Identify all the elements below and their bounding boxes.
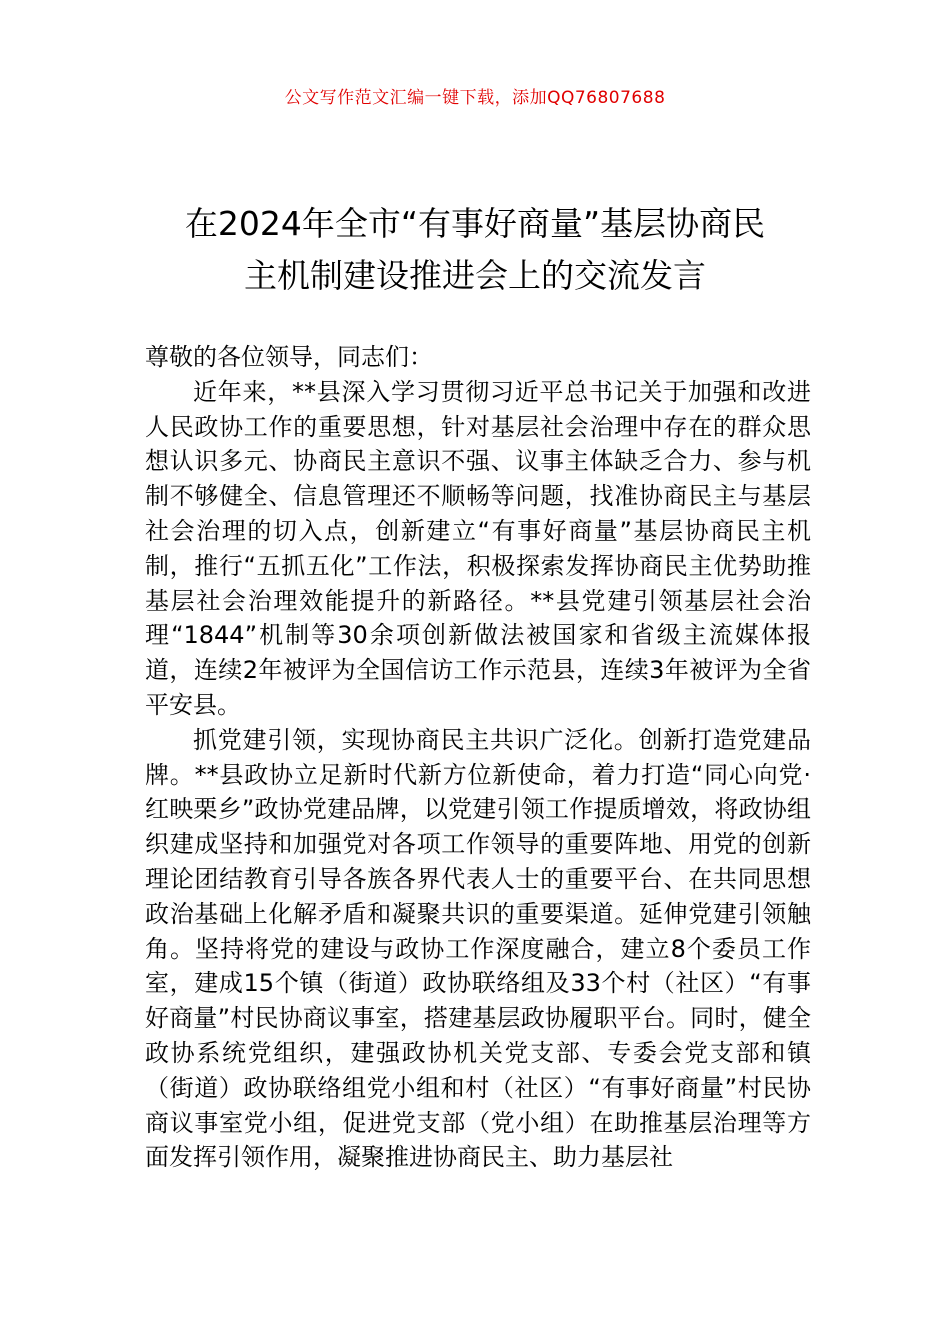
document-title <box>130 198 820 302</box>
download-banner: 公文写作范文汇编一键下载，添加QQ76807688 <box>284 88 666 108</box>
title-line-2: 主机制建设推进会上的交流发言 <box>244 256 706 296</box>
paragraph-2: 抓党建引领，实现协商民主共识广泛化。创新打造党建品牌。**县政协立足新时代新方位新使命，着力打造“同心向党·红映栗乡”政协党建品牌，以党建引领工作提质增效，将政协组织建成坚持和加强党对各项工作领导的重要阵地、用党的创新理论团结教育引导各族各界代表人士的重要平台、在共同思想政治基础上化解矛盾和凝聚共识的重要渠道。延伸党建引领触角。坚持将党的建设与政协工作深度融合，建立8个委员工作室，建成15个镇（街道）政协联络组及33个村（社区）“有事好商量”村民协商议事室，搭建基层政协履职平台。同时，健全政协系统党组织，建强政协机关党支部、专委会党支部和镇（街道）政协联络组党小组和村（社区）“有事好商量”村民协商议事室党小组，促进党支部（党小组）在助推基层治理等方面发挥引领作用，凝聚推进协商民主、助力基层社 <box>145 725 811 1172</box>
paragraph-1: 近年来，**县深入学习贯彻习近平总书记关于加强和改进人民政协工作的重要思想，针对基层社会治理中存在的群众思想认识多元、协商民主意识不强、议事主体缺乏合力、参与机制不够健全、信息管理还不顺畅等问题，找准协商民主与基层社会治理的切入点，创新建立“有事好商量”基层协商民主机制，推行“五抓五化”工作法，积极探索发挥协商民主优势助推基层社会治理效能提升的新路径。**县党建引领基层社会治理“1844”机制等30余项创新做法被国家和省级主流媒体报道，连续2年被评为全国信访工作示范县，连续3年被评为全省平安县。 <box>145 377 811 719</box>
document-body <box>145 340 811 1175</box>
title-line-1: 在2024年全市“有事好商量”基层协商民 <box>184 204 766 244</box>
salutation: 尊敬的各位领导，同志们： <box>145 343 433 371</box>
